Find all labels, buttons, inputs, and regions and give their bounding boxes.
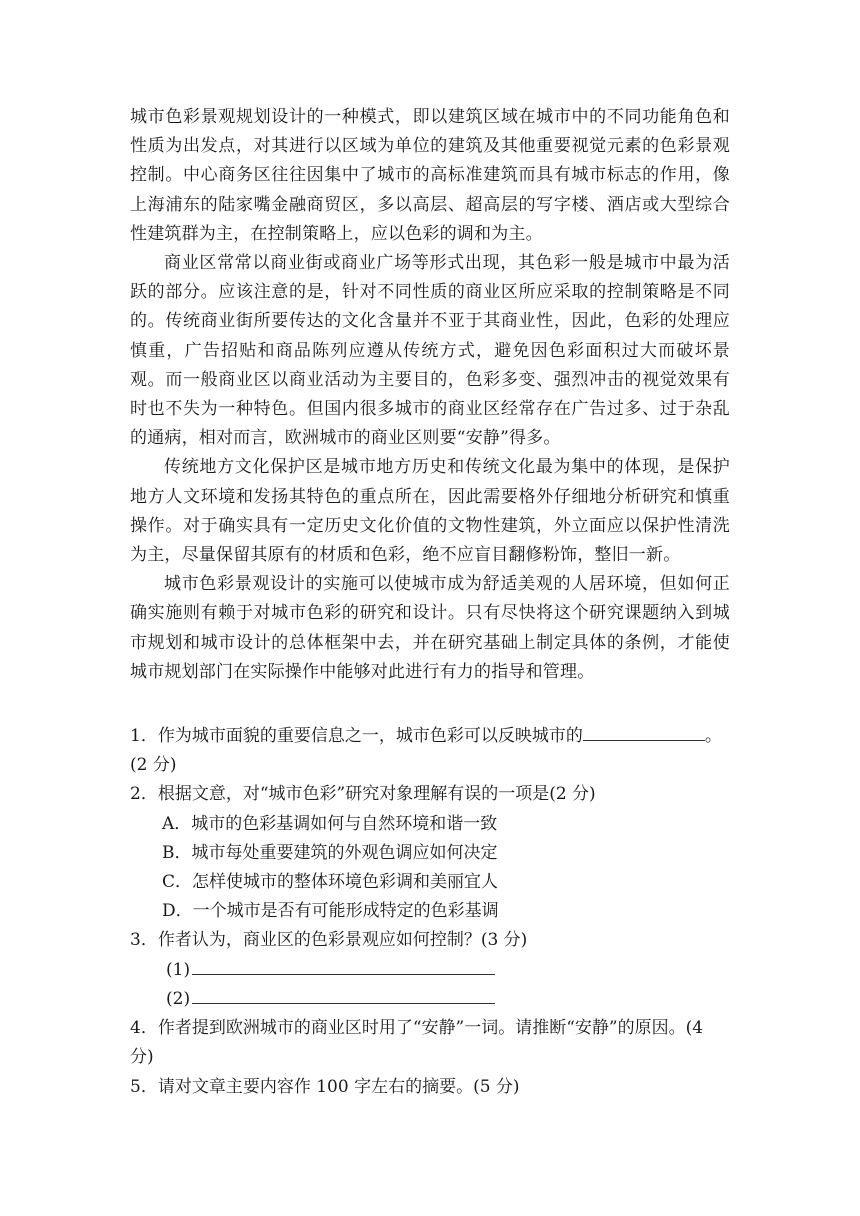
answer-1-blank[interactable] — [192, 956, 495, 975]
question-2: 2．根据文意，对“城市色彩”研究对象理解有误的一项是(2 分) — [130, 784, 596, 805]
question-4: 4．作者提到欧洲城市的商业区时用了“安静”一词。请推断“安静”的原因。(4 分) — [130, 1018, 704, 1068]
reading-passage — [130, 103, 730, 687]
answer-2-blank[interactable] — [192, 985, 495, 1004]
question-3-answer-1 — [166, 956, 730, 985]
question-3-answer-2 — [166, 985, 730, 1014]
passage-paragraph-4: 城市色彩景观设计的实施可以使城市成为舒适美观的人居环境，但如何正确实施则有赖于对城市色彩的研究和设计。只有尽快将这个研究课题纳入到城市规划和城市设计的总体框架中去，并在研究基础上制定具体的条例，才能使城市规划部门在实际操作中能够对此进行有力的指导和管理。 — [130, 574, 730, 682]
question-1-blank[interactable] — [583, 722, 705, 741]
passage-paragraph-1: 城市色彩景观规划设计的一种模式，即以建筑区域在城市中的不同功能角色和性质为出发点，对其进行以区域为单位的建筑及其他重要视觉元素的色彩景观控制。中心商务区往往因集中了城市的高标准建筑而具有城市标志的作用，像上海浦东的陆家嘴金融商贸区，多以高层、超高层的写字楼、酒店或大型综合性建筑群为主，在控制策略上，应以色彩的调和为主。 — [130, 107, 730, 244]
passage-paragraph-2: 商业区常常以商业街或商业广场等形式出现，其色彩一般是城市中最为活跃的部分。应该注意的是，针对不同性质的商业区所应采取的控制策略是不同的。传统商业街所要传达的文化含量并不亚于其商业性，因此，色彩的处理应慎重，广告招贴和商品陈列应遵从传统方式，避免因色彩面积过大而破坏景观。而一般商业区以商业活动为主要目的，色彩多变、强烈冲击的视觉效果有时也不失为一种特色。但国内很多城市的商业区经常存在广告过多、过于杂乱的通病，相对而言，欧洲城市的商业区则要“安静”得多。 — [130, 253, 730, 449]
question-1-text: 1．作为城市面貌的重要信息之一，城市色彩可以反映城市的 — [130, 726, 583, 747]
document-page — [130, 103, 730, 1102]
question-2-option-d[interactable]: D．一个城市是否有可能形成特定的色彩基调 — [162, 901, 499, 922]
question-5: 5．请对文章主要内容作 100 字左右的摘要。(5 分) — [130, 1076, 520, 1097]
question-2-option-c[interactable]: C．怎样使城市的整体环境色彩调和美丽宜人 — [162, 872, 499, 893]
question-1-score: 。(2 分) — [130, 726, 722, 776]
passage-paragraph-3: 传统地方文化保护区是城市地方历史和传统文化最为集中的体现，是保护地方人文环境和发扬其特色的重点所在，因此需要格外仔细地分析研究和慎重操作。对于确实具有一定历史文化价值的文物性建筑，外立面应以保护性清洗为主，尽量保留其原有的材质和色彩，绝不应盲目翻修粉饰，整旧一新。 — [130, 457, 730, 566]
answer-1-number: (1) — [166, 959, 191, 980]
question-1 — [130, 722, 730, 780]
question-2-option-a[interactable]: A．城市的色彩基调如何与自然环境和谐一致 — [162, 813, 498, 834]
answer-2-number: (2) — [166, 988, 191, 1009]
question-3: 3．作者认为，商业区的色彩景观应如何控制？(3 分) — [130, 930, 528, 951]
question-list — [130, 722, 730, 1102]
question-2-option-b[interactable]: B．城市每处重要建筑的外观色调应如何决定 — [162, 842, 498, 863]
